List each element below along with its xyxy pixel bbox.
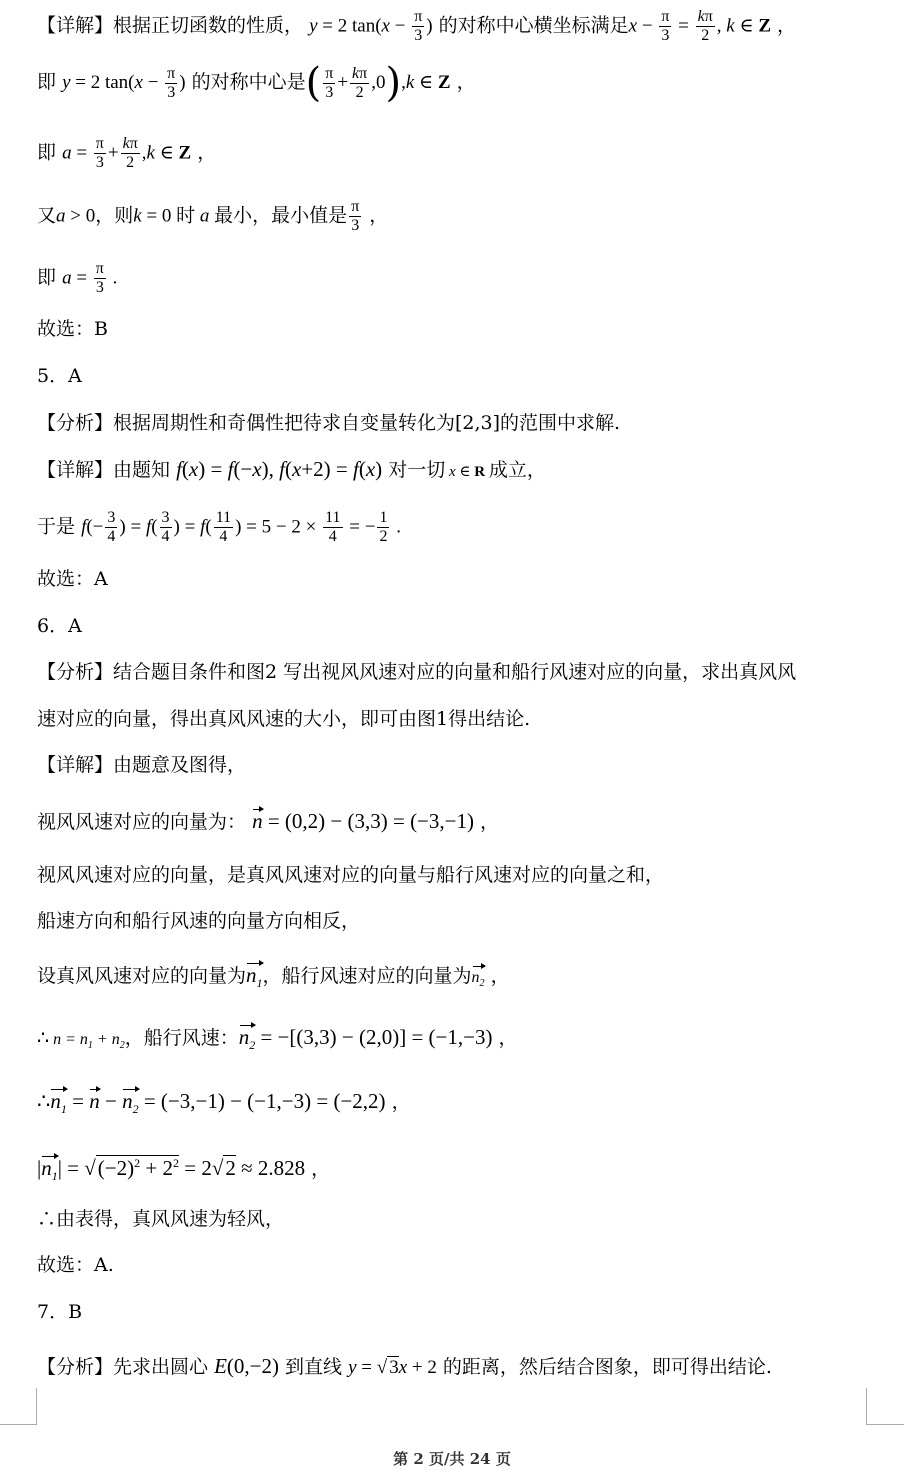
question-5-number: 5．A	[37, 365, 82, 387]
q6-analysis-2: 速对应的向量，得出真风风速的大小，即可由图1得出结论.	[37, 708, 531, 730]
q5-analysis: 【分析】根据周期性和奇偶性把待求自变量转化为[2,3]的范围中求解.	[37, 412, 621, 434]
detail-line-2: 即 y = 2 tan(x − $\frac{\pi}{3}$ ) 的对称中心是( $\frac{\pi}{3}$ + $\frac{k\pi}{2}$ ,0),k ∈ Z ，	[37, 60, 476, 106]
answer-4: 故选：B	[37, 318, 108, 340]
detail-line-4: 又a > 0，则k = 0 时 a 最小，最小值是 $\frac{\pi}{3}$ ，	[37, 198, 389, 234]
page-footer: 第 2 页/共 24 页	[393, 1450, 511, 1468]
detail-tag: 【详解】	[37, 14, 114, 37]
question-6-number: 6．A	[37, 615, 82, 637]
q6-detail: 【详解】由题意及图得，	[37, 754, 247, 776]
q6-text-2: 视风风速对应的向量，是真风风速对应的向量与船行风速对应的向量之和，	[37, 864, 665, 886]
q5-detail-2: 于是 f(− $\frac{3}{4}$ ) = f( $\frac{3}{4}$ ) = f( $\frac{11}{4}$ ) = 5 − 2 × $\frac{11}{4}$ = − $\frac{1}{2}$ .	[37, 509, 401, 545]
page-corner-mark-left	[0, 1388, 37, 1425]
q6-text-8: ∴由表得，真风风速为轻风，	[37, 1208, 285, 1230]
q6-vector-6: $\therefore n_1 = n - n_2 = (-3,-1) - (-1,-3) = (-2,2)$ ，	[37, 1088, 887, 1122]
question-7-number: 7．B	[37, 1301, 83, 1323]
formula: y	[309, 15, 318, 37]
page-corner-mark-right	[866, 1388, 904, 1425]
q6-magnitude: $|n_1| = √(-2)^2 + 2^2 = 2√2 \approx 2.828$ ，	[37, 1150, 887, 1189]
detail-line-1: 【详解】根据正切函数的性质， y = 2 tan(x − $\frac{\pi}{3}$ ) 的对称中心横坐标满足x − $\frac{\pi}{3}$ = $\frac{k\pi}{2}$ , k ∈ Z ，	[37, 8, 797, 44]
q6-vector-5: ∴ $n = n_1 + n_2$，船行风速：$n_2 = -[(3,3) - (2,0)] = (-1,-3)$ ，	[37, 1024, 887, 1059]
detail-line-5: 即 a = $\frac{\pi}{3}$ .	[37, 260, 118, 296]
q6-text-3: 船速方向和船行风速的向量方向相反，	[37, 910, 361, 932]
detail-line-3: 即 a = $\frac{\pi}{3}$ + $\frac{k\pi}{2}$ ,k ∈ Z ，	[37, 135, 217, 171]
q5-detail-1: 【详解】由题知 f(x) = f(−x), f(x+2) = f(x) 对一切 x ∈ R 成立，	[37, 457, 546, 481]
answer-6: 故选：A.	[37, 1254, 114, 1276]
q6-analysis-1: 【分析】结合题目条件和图2 写出视风风速对应的向量和船行风速对应的向量，求出真风风	[37, 661, 797, 683]
q6-vector-1: 视风风速对应的向量为： n = (0,2) − (3,3) = (−3,−1) ，	[37, 809, 500, 833]
q7-analysis: 【分析】先求出圆心 E(0,−2) 到直线 y = √ 3x + 2 的距离，然后结合图象，即可得出结论.	[37, 1354, 772, 1378]
q6-vector-4: 设真风风速对应的向量为$n_1$，船行风速对应的向量为$n_2$ ，	[37, 962, 887, 997]
answer-5: 故选：A	[37, 568, 108, 590]
